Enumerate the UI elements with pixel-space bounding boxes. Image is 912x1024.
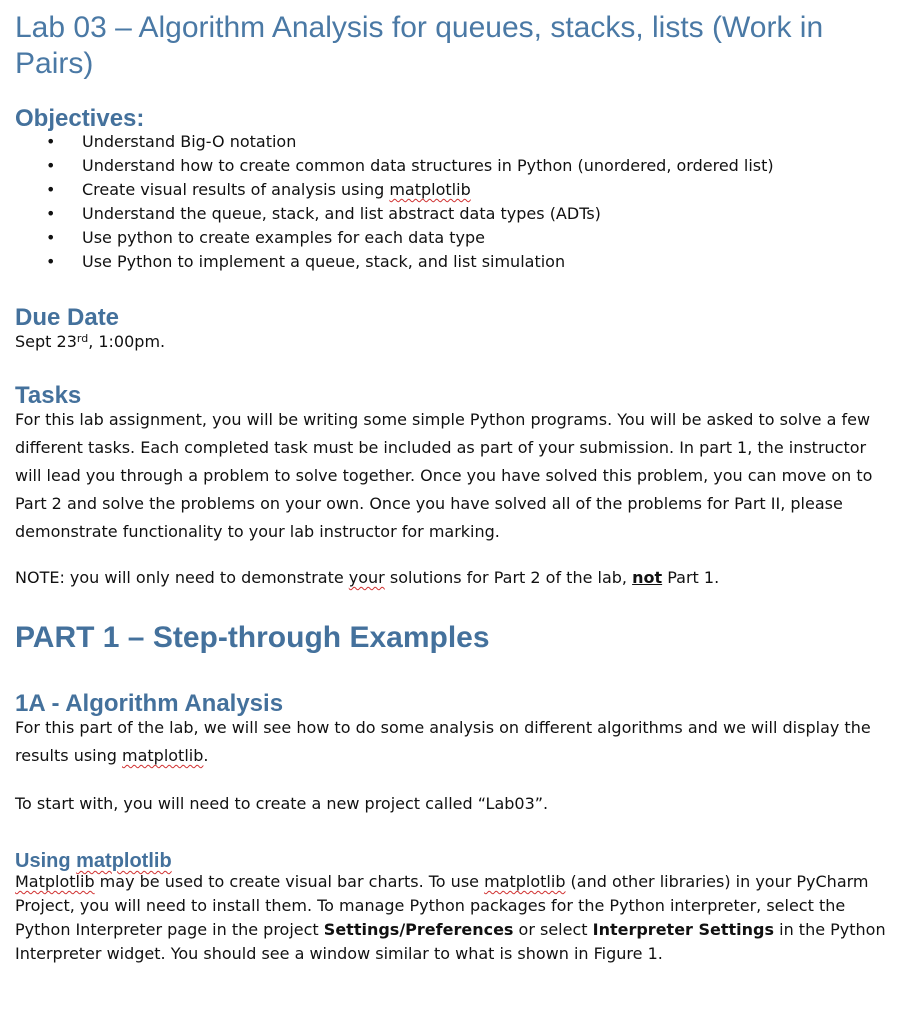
section-1a-heading: 1A - Algorithm Analysis xyxy=(15,690,284,717)
due-date-heading: Due Date xyxy=(15,304,120,331)
spellcheck-word[interactable]: Matplotlib xyxy=(15,872,95,891)
objectives-list xyxy=(0,130,774,274)
bullet-icon: • xyxy=(46,156,56,175)
section-1a-start-text: To start with, you will need to create a new project called “Lab03”. xyxy=(15,794,549,813)
list-item: • Understand Big-O notation xyxy=(0,130,774,154)
due-date-text: Sept 23rd, 1:00pm. xyxy=(15,332,166,351)
list-item: • Use python to create examples for each data type xyxy=(0,226,774,250)
list-item: • Understand how to create common data structures in Python (unordered, ordered list) xyxy=(0,154,774,178)
spellcheck-word[interactable]: matplotlib xyxy=(76,850,172,872)
bullet-icon: • xyxy=(46,204,56,223)
list-item: • Use Python to implement a queue, stack, and list simulation xyxy=(0,250,774,274)
part1-heading: PART 1 – Step-through Examples xyxy=(15,621,490,654)
objectives-heading: Objectives: xyxy=(15,105,145,132)
using-matplotlib-paragraph: Matplotlib may be used to create visual bar charts. To use matplotlib (and other libraries) in your PyCharm Project, you will need to install them. To manage Python packages for the Python interpreter, select the Python Interpreter page in the project Settings/Preferences or select Interpreter Settings in the Python Interpreter widget. You should see a window similar to what is shown in Figure 1. xyxy=(15,872,886,963)
tasks-paragraph: For this lab assignment, you will be writing some simple Python programs. You will be asked to solve a few different tasks. Each completed task must be included as part of your submission. In part 1, the instructor will lead you through a problem to solve together. Once you have solved this problem, you can move on to Part 2 and solve the problems on your own. Once you have solved all of the problems for Part II, please demonstrate functionality to your lab instructor for marking. xyxy=(15,410,873,541)
list-item: • Understand the queue, stack, and list abstract data types (ADTs) xyxy=(0,202,774,226)
bullet-icon: • xyxy=(46,180,56,199)
tasks-heading: Tasks xyxy=(15,382,82,409)
section-1a-paragraph: For this part of the lab, we will see how to do some analysis on different algorithms and we will display the results using matplotlib. xyxy=(15,718,871,765)
spellcheck-word[interactable]: matplotlib xyxy=(389,180,471,199)
spellcheck-word[interactable]: matplotlib xyxy=(484,872,566,891)
using-matplotlib-heading: Using matplotlib xyxy=(15,850,172,872)
list-item: • Create visual results of analysis using matplotlib xyxy=(0,178,774,202)
bullet-icon: • xyxy=(46,252,56,271)
spellcheck-word[interactable]: matplotlib xyxy=(122,746,204,765)
tasks-note: NOTE: you will only need to demonstrate your solutions for Part 2 of the lab, not Part 1. xyxy=(15,568,720,587)
bullet-icon: • xyxy=(46,228,56,247)
document-title: Lab 03 – Algorithm Analysis for queues, stacks, lists (Work in Pairs) xyxy=(15,11,824,80)
bullet-icon: • xyxy=(46,132,56,151)
spellcheck-word[interactable]: your xyxy=(348,568,385,587)
